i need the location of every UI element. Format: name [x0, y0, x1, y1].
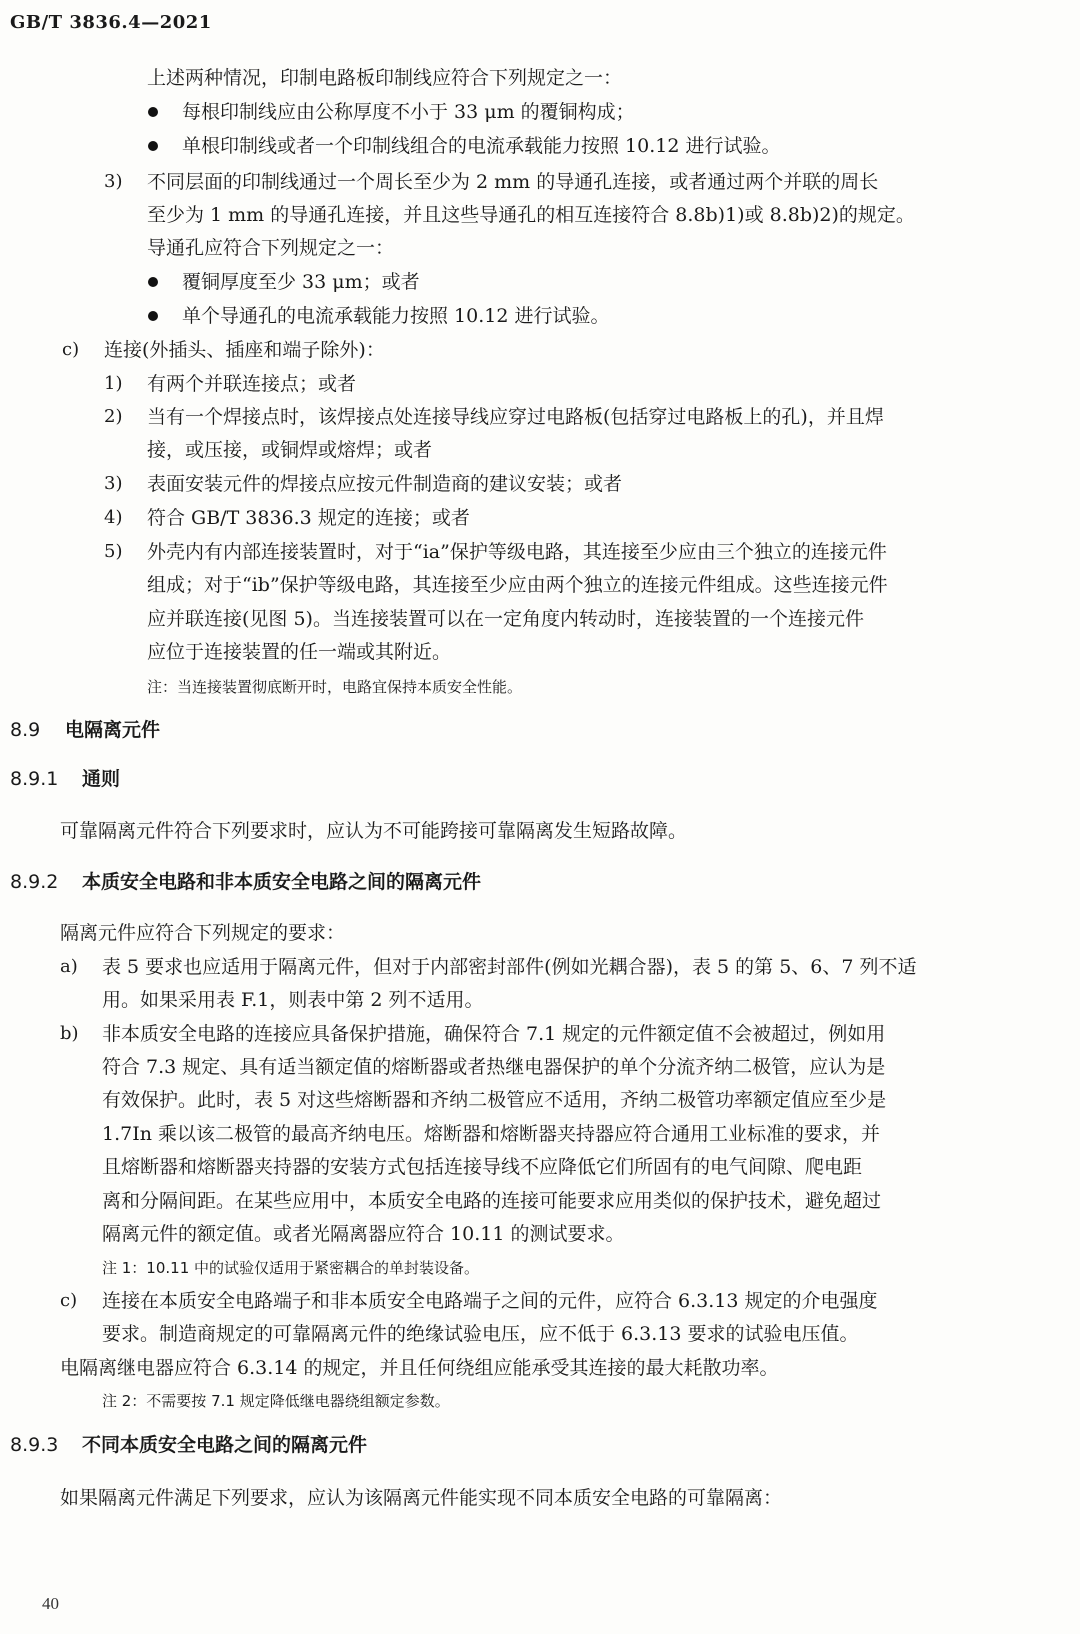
list-marker: 3) [104, 473, 123, 494]
list-item-line: 隔离元件的额定值。或者光隔离器应符合 10.11 的测试要求。 [102, 1223, 625, 1245]
list-marker: 4) [104, 507, 123, 528]
section-title: 通则 [82, 768, 121, 790]
paragraph-line: 电隔离继电器应符合 6.3.14 的规定，并且任何绕组应能承受其连接的最大耗散功率。 [60, 1357, 779, 1379]
section-number: 8.9 [10, 719, 41, 741]
list-item-line: 表 5 要求也应适用于隔离元件，但对于内部密封部件(例如光耦合器)，表 5 的第 5、6、7 列不适 [102, 956, 917, 978]
list-marker: 5) [104, 541, 123, 562]
subsection-heading [10, 869, 481, 895]
list-marker: 1) [104, 373, 123, 394]
bullet-icon [148, 141, 158, 151]
note: 注 2：不需要按 7.1 规定降低继电器绕组额定参数。 [102, 1392, 450, 1410]
paragraph-line: 隔离元件应符合下列规定的要求： [60, 922, 346, 944]
paragraph-line: 可靠隔离元件符合下列要求时，应认为不可能跨接可靠隔离发生短路故障。 [60, 820, 688, 842]
list-marker: b) [60, 1023, 79, 1044]
list-item-line: 接，或压接，或铜焊或熔焊；或者 [147, 439, 433, 461]
list-item-line: 不同层面的印制线通过一个周长至少为 2 mm 的导通孔连接，或者通过两个并联的周长 [147, 171, 879, 193]
section-heading [10, 717, 160, 743]
list-item-line: 至少为 1 mm 的导通孔连接，并且这些导通孔的相互连接符合 8.8b)1)或 8.8b)2)的规定。 [147, 204, 915, 226]
subsection-heading [10, 1432, 367, 1458]
paragraph-line: 如果隔离元件满足下列要求，应认为该隔离元件能实现不同本质安全电路的可靠隔离： [60, 1487, 783, 1509]
section-title: 本质安全电路和非本质安全电路之间的隔离元件 [82, 871, 482, 893]
list-item-line: 导通孔应符合下列规定之一： [147, 237, 395, 259]
list-item-line: 离和分隔间距。在某些应用中，本质安全电路的连接可能要求应用类似的保护技术，避免超过 [102, 1190, 882, 1212]
list-marker: c) [60, 1290, 78, 1311]
bullet-icon [148, 311, 158, 321]
section-number: 8.9.1 [10, 768, 59, 790]
list-item-line: 外壳内有内部连接装置时，对于“ia”保护等级电路，其连接至少应由三个独立的连接元件 [147, 541, 887, 563]
list-item-line: 有效保护。此时，表 5 对这些熔断器和齐纳二极管应不适用，齐纳二极管功率额定值应至少是 [102, 1089, 887, 1111]
list-item-line: 非本质安全电路的连接应具备保护措施，确保符合 7.1 规定的元件额定值不会被超过，例如用 [102, 1023, 886, 1045]
list-item-line: 当有一个焊接点时，该焊接点处连接导线应穿过电路板(包括穿过电路板上的孔)，并且焊 [147, 406, 884, 428]
subsection-heading [10, 766, 120, 792]
list-item-line: 应位于连接装置的任一端或其附近。 [147, 641, 452, 663]
list-item-line: 用。如果采用表 F.1，则表中第 2 列不适用。 [102, 989, 484, 1011]
section-number: 8.9.2 [10, 871, 59, 893]
paragraph-line: 上述两种情况，印制电路板印制线应符合下列规定之一： [147, 67, 623, 89]
section-number: 8.9.3 [10, 1434, 59, 1456]
section-title: 不同本质安全电路之间的隔离元件 [82, 1434, 368, 1456]
bullet-item: 单根印制线或者一个印制线组合的电流承载能力按照 10.12 进行试验。 [182, 135, 781, 157]
bullet-item: 单个导通孔的电流承载能力按照 10.12 进行试验。 [182, 305, 610, 327]
bullet-item: 覆铜厚度至少 33 μm；或者 [182, 271, 420, 293]
list-item-line: 应并联连接(见图 5)。当连接装置可以在一定角度内转动时，连接装置的一个连接元件 [147, 608, 864, 630]
list-item-line: 表面安装元件的焊接点应按元件制造商的建议安装；或者 [147, 473, 623, 495]
bullet-item: 每根印制线应由公称厚度不小于 33 μm 的覆铜构成； [182, 101, 635, 123]
list-item-line: 组成；对于“ib”保护等级电路，其连接至少应由两个独立的连接元件组成。这些连接元件 [147, 574, 888, 596]
list-item-line: 1.7In 乘以该二极管的最高齐纳电压。熔断器和熔断器夹持器应符合通用工业标准的要求，并 [102, 1123, 881, 1145]
page-number: 40 [42, 1594, 59, 1613]
list-item-line: 要求。制造商规定的可靠隔离元件的绝缘试验电压，应不低于 6.3.13 要求的试验电压值。 [102, 1323, 859, 1345]
list-item-line: 有两个并联连接点；或者 [147, 373, 357, 395]
list-item-title: 连接(外插头、插座和端子除外)： [104, 339, 385, 361]
list-marker: 2) [104, 406, 123, 427]
list-item-line: 连接在本质安全电路端子和非本质安全电路端子之间的元件，应符合 6.3.13 规定的介电强度 [102, 1290, 878, 1312]
note: 注 1：10.11 中的试验仅适用于紧密耦合的单封装设备。 [102, 1259, 480, 1277]
list-item-line: 且熔断器和熔断器夹持器的安装方式包括连接导线不应降低它们所固有的电气间隙、爬电距 [102, 1156, 863, 1178]
bullet-icon [148, 107, 158, 117]
list-item-line: 符合 7.3 规定、具有适当额定值的熔断器或者热继电器保护的单个分流齐纳二极管，应认为是 [102, 1056, 886, 1078]
bullet-icon [148, 277, 158, 287]
list-marker: c) [62, 339, 80, 360]
list-item-line: 符合 GB/T 3836.3 规定的连接；或者 [147, 507, 470, 529]
section-title: 电隔离元件 [65, 719, 161, 741]
standard-header: GB/T 3836.4—2021 [10, 12, 212, 33]
list-marker: a) [60, 956, 78, 977]
note: 注：当连接装置彻底断开时，电路宜保持本质安全性能。 [147, 678, 523, 696]
list-marker: 3) [104, 171, 123, 192]
